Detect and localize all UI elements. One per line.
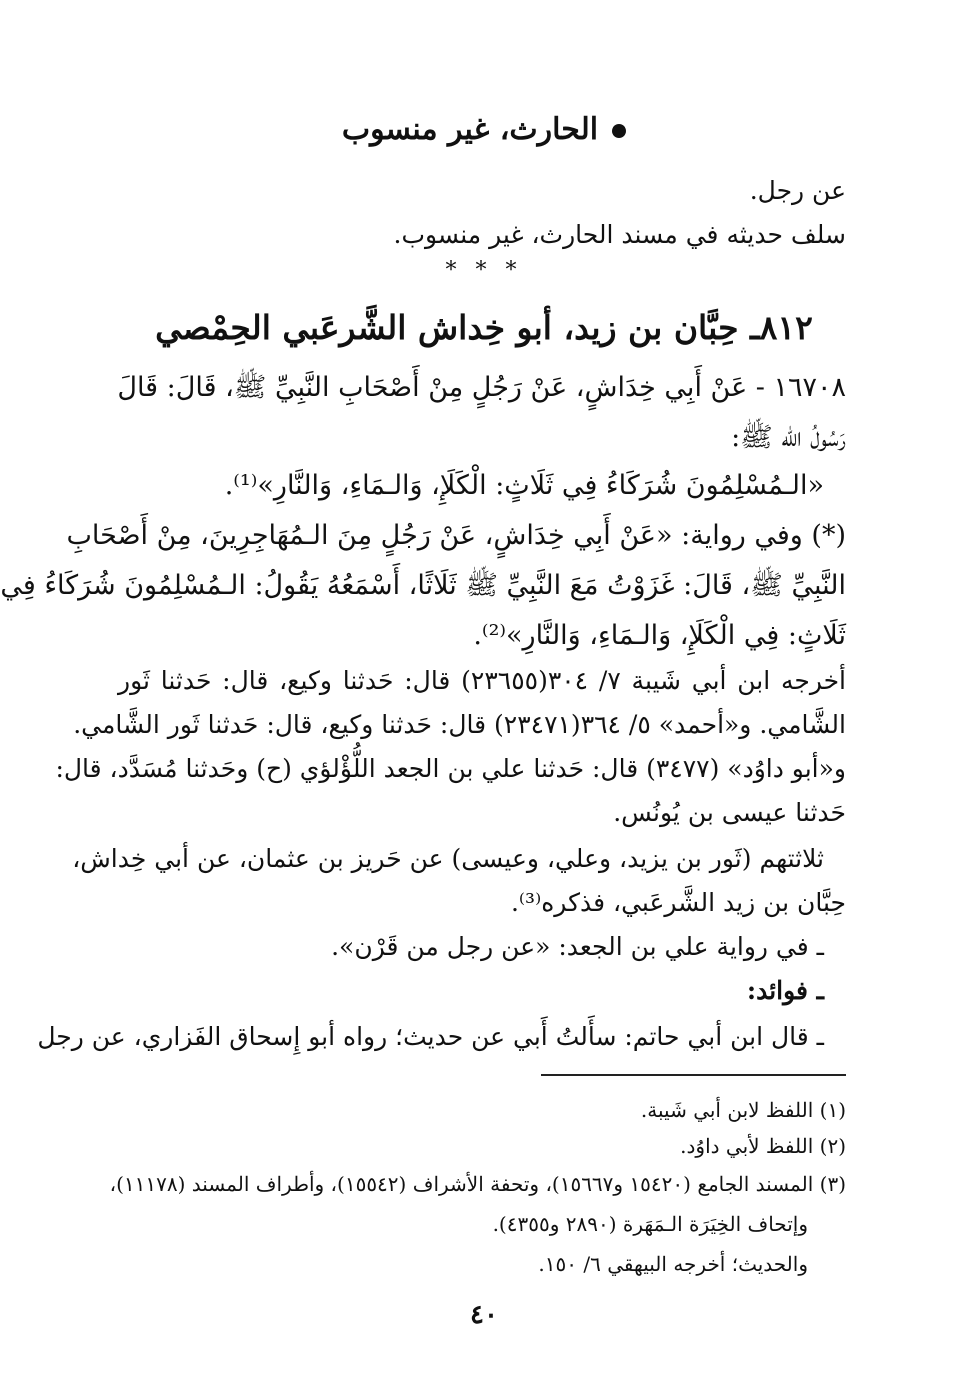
footnote-item: وإتحاف الخِيَرَة الـمَهَرة (٢٨٩٠ و٤٣٥٥). xyxy=(492,1212,808,1236)
footnote-item: (١) اللفظ لابن أبي شَيبة. xyxy=(640,1098,846,1122)
takhrij-line: حَدثنا عيسى بن يُونُس. xyxy=(613,798,846,827)
page-number: ٤٠ xyxy=(470,1300,498,1330)
person-heading: ٨١٢ـ حِبَّان بن زيد، أبو خِداش الشَّرعَبي الحِمْصي xyxy=(155,308,813,347)
fawaid-line: ـ قال ابن أبي حاتم: سأَلتُ أَبي عن حديث؛ رواه أبو إِسحاق الفَزاري، عن رجل xyxy=(37,1022,824,1051)
takhrij-note: ـ في رواية علي بن الجعد: «عن رجل من قَرْن». xyxy=(331,932,824,961)
takhrij-line: حِبَّان بن زيد الشَّرعَبي، فذكره⁽³⁾. xyxy=(510,888,846,917)
footnote-item: والحديث؛ أخرجه البيهقي ٦/ ١٥٠. xyxy=(538,1252,808,1276)
takhrij-line: ثلاثتهم (ثَور بن يزيد، وعلي، وعيسى) عن حَريز بن عثمان، عن أبي خِداش، xyxy=(72,844,824,873)
separator-stars: * * * xyxy=(445,258,523,283)
takhrij-line: أخرجه ابن أبي شَيبة ٧/ ٣٠٤(٢٣٦٥٥) قال: حَدثنا وكيع، قال: حَدثنا ثَور xyxy=(118,666,847,695)
bullet-icon xyxy=(612,124,626,138)
variant-line: النَّبِيِّ ﷺ، قَالَ: غَزَوْتُ مَعَ النَّبِيِّ ﷺ ثَلَاثًا، أَسْمَعُهُ يَقُولُ: الـمُسْلِمُونَ شُرَكَاءُ فِي xyxy=(0,570,846,601)
variant-line: (*) وفي رواية: «عَنْ أَبِي خِدَاشٍ، عَنْ رَجُلٍ مِنَ الـمُهَاجِرِينَ، مِنْ أَصْحَابِ xyxy=(66,520,846,551)
intro-line: سلف حديثه في مسند الحارث، غير منسوب. xyxy=(393,220,846,249)
footnote-item: (٢) اللفظ لأبي داوُد. xyxy=(680,1134,846,1158)
fawaid-heading: ـ فوائد: xyxy=(746,976,824,1005)
takhrij-line: و«أبو داوُد» (٣٤٧٧) قال: حَدثنا علي بن الجعد اللُّؤْلؤي (ح) وحَدثنا مُسَدَّد، قال: xyxy=(55,754,846,783)
takhrij-line: الشَّامي. و«أحمد» ٥/ ٣٦٤(٢٣٤٧١) قال: حَدثنا وكيع، قال: حَدثنا ثَور الشَّامي. xyxy=(73,710,846,739)
hadith-line: ١٦٧٠٨ - عَنْ أَبِي خِدَاشٍ، عَنْ رَجُلٍ مِنْ أَصْحَابِ النَّبِيِّ ﷺ، قَالَ: قَالَ xyxy=(117,372,846,403)
hadith-line: رَسُولُ الله ﷺ: xyxy=(731,422,846,453)
section-heading-text: الحارث، غير منسوب xyxy=(341,112,599,147)
footnote-divider xyxy=(541,1074,846,1076)
hadith-text: «الـمُسْلِمُونَ شُرَكَاءُ فِي ثَلَاثٍ: الْكَلَإِ، وَالـمَاءِ، وَالنَّارِ»⁽¹⁾. xyxy=(224,470,824,501)
section-heading xyxy=(14,112,954,147)
variant-line: ثَلَاثٍ: فِي الْكَلَإِ، وَالـمَاءِ، وَالنَّارِ»⁽²⁾. xyxy=(473,620,846,651)
footnote-item: (٣) المسند الجامع (١٥٤٢٠ و١٥٦٦٧)، وتحفة الأشراف (١٥٥٤٢)، وأطراف المسند (١١١٧٨)، xyxy=(109,1172,846,1196)
intro-line: عن رجل. xyxy=(749,176,846,205)
